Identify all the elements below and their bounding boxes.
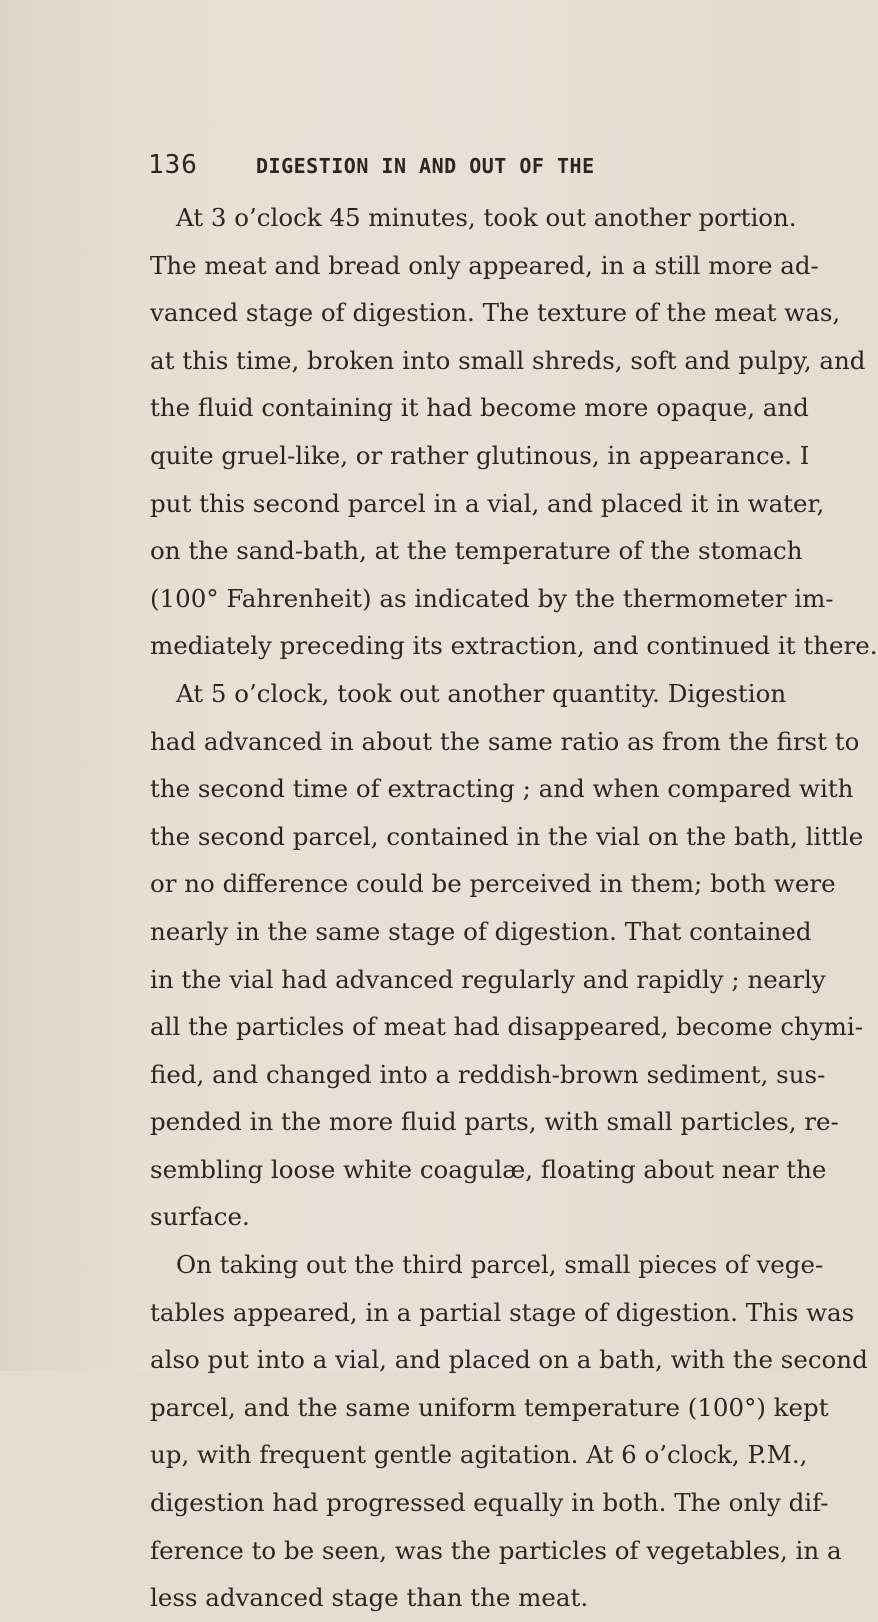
paragraph-line: pended in the more fluid parts, with small particles, re-	[150, 1107, 839, 1137]
running-head: DIGESTION IN AND OUT OF THE	[256, 154, 595, 178]
paragraph-line: on the sand-bath, at the temperature of the stomach	[150, 536, 803, 566]
paragraph-line: up, with frequent gentle agitation. At 6 o’clock, P.M.,	[150, 1440, 808, 1470]
paragraph-line: the fluid containing it had become more opaque, and	[150, 393, 809, 423]
paragraph-line: parcel, and the same uniform temperature (100°) kept	[150, 1392, 829, 1422]
paragraph-line: tables appeared, in a partial stage of digestion. This was	[150, 1297, 855, 1327]
paragraph-line: in the vial had advanced regularly and rapidly ; nearly	[150, 964, 826, 994]
paragraph-line: the second parcel, contained in the vial on the bath, little	[150, 821, 864, 851]
paragraph-line: the second time of extracting ; and when compared with	[150, 774, 854, 804]
paragraph-line: surface.	[150, 1202, 250, 1232]
paragraph-line: nearly in the same stage of digestion. That contained	[150, 916, 812, 946]
page-number: 136	[148, 150, 198, 180]
paragraph-line: (100° Fahrenheit) as indicated by the thermometer im-	[150, 583, 834, 613]
paragraph-line: had advanced in about the same ratio as from the first to	[150, 726, 860, 756]
paragraph-line: put this second parcel in a vial, and placed it in water,	[150, 488, 825, 518]
paragraph-line: At 3 o’clock 45 minutes, took out another portion.	[176, 203, 797, 232]
page-header	[148, 150, 748, 186]
paragraph-line: or no difference could be perceived in them; both were	[150, 869, 836, 899]
paragraph-line: digestion had progressed equally in both. The only dif-	[150, 1488, 829, 1518]
paragraph-line: At 5 o’clock, took out another quantity. Digestion	[176, 678, 787, 708]
paragraph-line: quite gruel-like, or rather glutinous, in appearance. I	[150, 440, 810, 470]
paragraph-line: sembling loose white coagulæ, floating about near the	[150, 1154, 827, 1184]
paragraph-line: fied, and changed into a reddish-brown sediment, sus-	[150, 1059, 826, 1089]
paragraph-line: all the particles of meat had disappeared, become chymi-	[150, 1012, 864, 1042]
paragraph-line: vanced stage of digestion. The texture of the meat was,	[150, 298, 841, 328]
paragraph-line: ference to be seen, was the particles of vegetables, in a	[150, 1535, 842, 1565]
paragraph-line: less advanced stage than the meat.	[150, 1583, 589, 1613]
body-text	[150, 194, 878, 1622]
paragraph-line: The meat and bread only appeared, in a still more ad-	[150, 250, 819, 280]
paragraph-line: also put into a vial, and placed on a bath, with the second	[150, 1345, 868, 1375]
paragraph-line: On taking out the third parcel, small pieces of vege-	[176, 1250, 824, 1280]
paragraph-line: at this time, broken into small shreds, soft and pulpy, and	[150, 345, 866, 375]
paragraph-line: mediately preceding its extraction, and continued it there.	[150, 631, 878, 661]
